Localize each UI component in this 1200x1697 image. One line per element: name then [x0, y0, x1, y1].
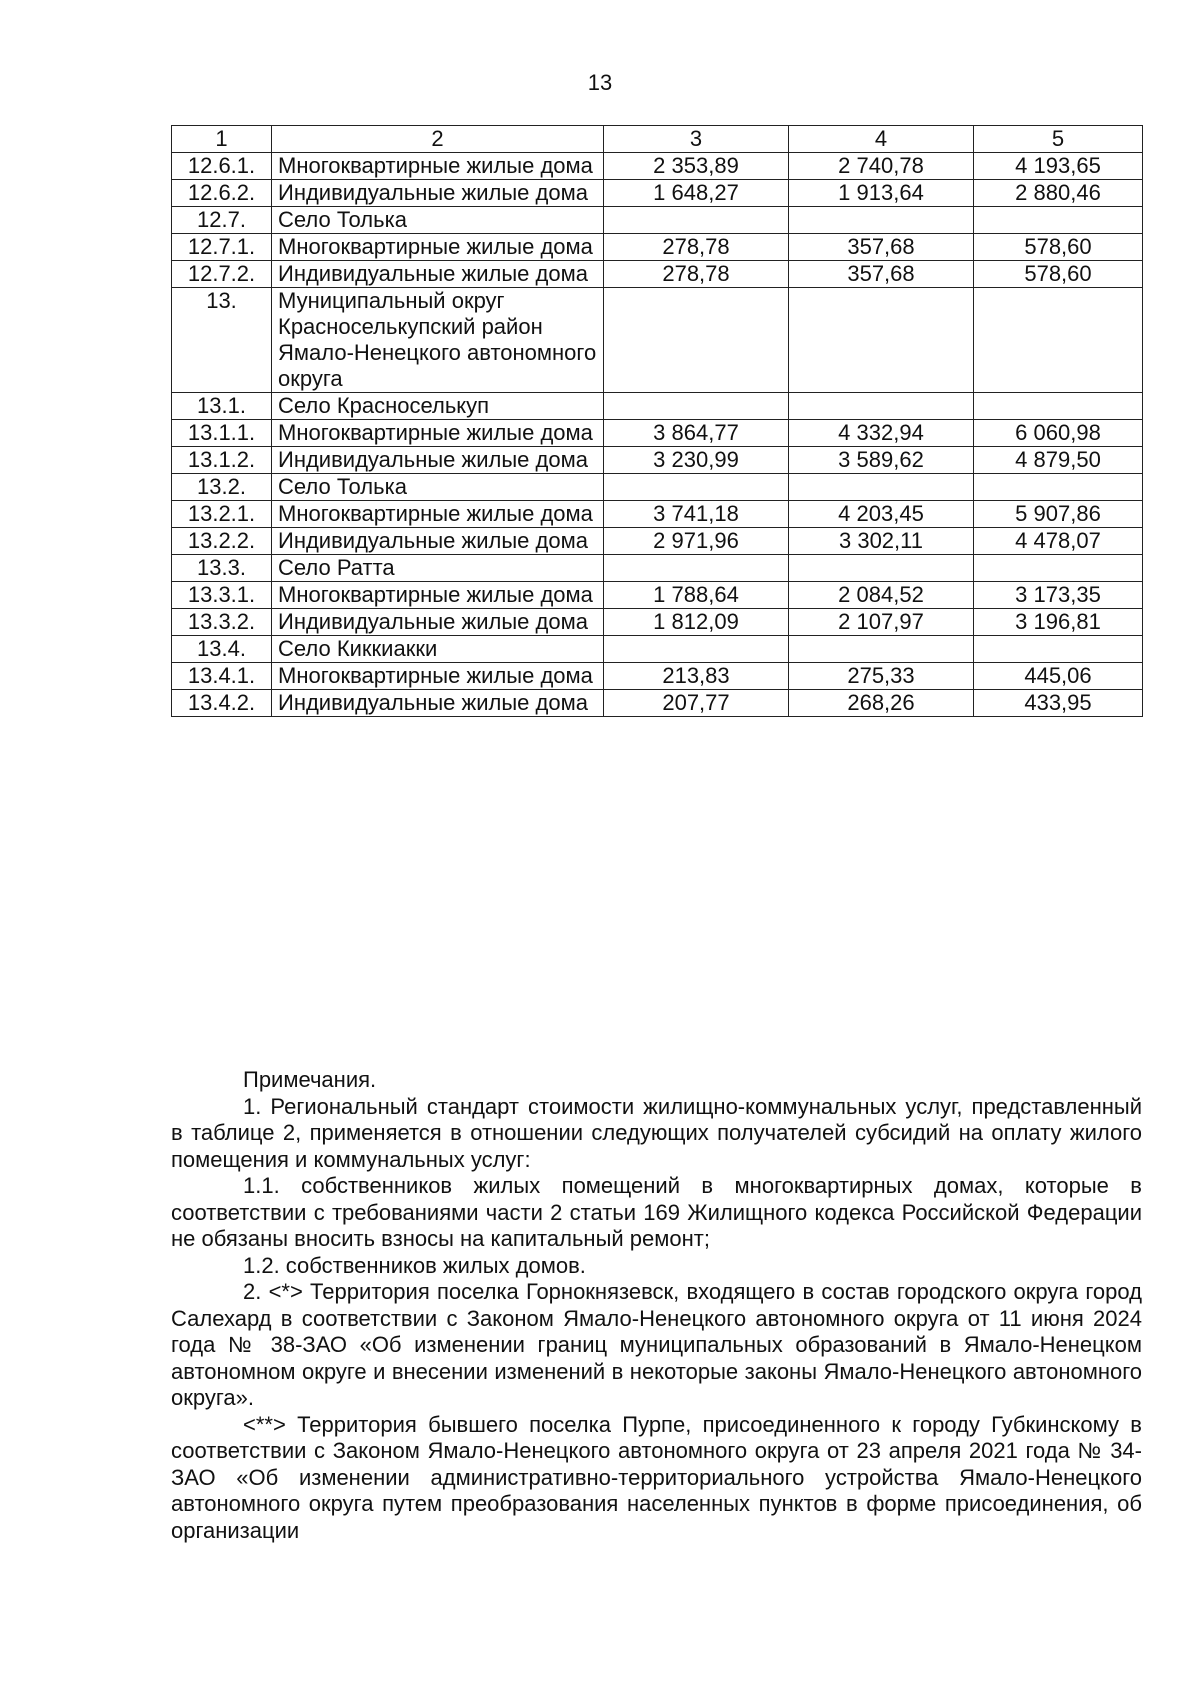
column-header: 1 — [172, 126, 272, 153]
note-paragraph: 2. <*> Территория поселка Горнокнязевск, входящего в состав городского округа город Салехард в соответствии с Законом Ямало-Ненецкого автономного округа от 11 июня 2024 года № 38-ЗАО «Об изменении границ муниципальных образований в Ямало-Ненецком автономном округе и внесении изменений в некоторые законы Ямало-Ненецкого автономного округа». — [171, 1279, 1142, 1410]
row-name: Село Толька — [272, 474, 604, 501]
table-row — [172, 153, 1143, 180]
table-row — [172, 261, 1143, 288]
table-row — [172, 420, 1143, 447]
value-cell: 4 879,50 — [974, 447, 1143, 474]
value-cell — [974, 474, 1143, 501]
row-number: 13.1.1. — [172, 420, 272, 447]
value-cell — [789, 207, 974, 234]
table-row — [172, 636, 1143, 663]
value-cell: 578,60 — [974, 234, 1143, 261]
note-paragraph: 1. Региональный стандарт стоимости жилищно-коммунальных услуг, представленный в таблице 2, применяется в отношении следующих получателей субсидий на оплату жилого помещения и коммунальных услуг: — [171, 1093, 1142, 1172]
table-row — [172, 501, 1143, 528]
value-cell: 5 907,86 — [974, 501, 1143, 528]
value-cell: 268,26 — [789, 690, 974, 717]
value-cell: 2 353,89 — [604, 153, 789, 180]
row-number: 12.7.2. — [172, 261, 272, 288]
note-paragraph: 1.2. собственников жилых домов. — [243, 1252, 586, 1278]
value-cell: 3 864,77 — [604, 420, 789, 447]
value-cell — [974, 636, 1143, 663]
value-cell: 2 740,78 — [789, 153, 974, 180]
row-number: 13.2.2. — [172, 528, 272, 555]
table-row — [172, 234, 1143, 261]
row-name: Село Красноселькуп — [272, 393, 604, 420]
row-name: Многоквартирные жилые дома — [272, 582, 604, 609]
value-cell: 207,77 — [604, 690, 789, 717]
value-cell: 357,68 — [789, 261, 974, 288]
column-header: 4 — [789, 126, 974, 153]
value-cell: 2 107,97 — [789, 609, 974, 636]
table-row — [172, 582, 1143, 609]
table-row — [172, 555, 1143, 582]
value-cell — [789, 636, 974, 663]
value-cell — [789, 555, 974, 582]
column-header: 2 — [272, 126, 604, 153]
row-number: 13.4.1. — [172, 663, 272, 690]
table-row — [172, 663, 1143, 690]
value-cell: 4 193,65 — [974, 153, 1143, 180]
value-cell: 3 230,99 — [604, 447, 789, 474]
value-cell: 1 648,27 — [604, 180, 789, 207]
row-number: 13.2. — [172, 474, 272, 501]
row-name: Многоквартирные жилые дома — [272, 234, 604, 261]
value-cell: 3 196,81 — [974, 609, 1143, 636]
row-name: Село Киккиакки — [272, 636, 604, 663]
value-cell — [604, 393, 789, 420]
table-row — [172, 207, 1143, 234]
page-number: 13 — [587, 70, 613, 95]
row-number: 13.3.1. — [172, 582, 272, 609]
row-name: Индивидуальные жилые дома — [272, 180, 604, 207]
note-paragraph: <**> Территория бывшего поселка Пурпе, присоединенного к городу Губкинскому в соответствии с Законом Ямало-Ненецкого автономного округа от 23 апреля 2021 года № 34-ЗАО «Об изменении административно-территориального устройства Ямало-Ненецкого автономного округа путем преобразования населенных пунктов в форме присоединения, об организации — [171, 1411, 1142, 1543]
row-number: 13.4. — [172, 636, 272, 663]
value-cell: 213,83 — [604, 663, 789, 690]
value-cell — [789, 288, 974, 393]
value-cell: 1 788,64 — [604, 582, 789, 609]
value-cell: 278,78 — [604, 234, 789, 261]
value-cell: 2 880,46 — [974, 180, 1143, 207]
row-number: 13.1.2. — [172, 447, 272, 474]
row-number: 12.6.2. — [172, 180, 272, 207]
row-number: 13.3. — [172, 555, 272, 582]
row-number: 13.2.1. — [172, 501, 272, 528]
notes-section — [171, 1067, 1142, 1544]
row-number: 12.6.1. — [172, 153, 272, 180]
value-cell: 2 971,96 — [604, 528, 789, 555]
value-cell: 6 060,98 — [974, 420, 1143, 447]
table-row — [172, 393, 1143, 420]
row-number: 13.3.2. — [172, 609, 272, 636]
value-cell: 4 203,45 — [789, 501, 974, 528]
table-row — [172, 180, 1143, 207]
value-cell — [974, 555, 1143, 582]
column-header: 5 — [974, 126, 1143, 153]
row-name: Муниципальный округ Красноселькупский район Ямало-Ненецкого автономного округа — [272, 288, 604, 393]
row-name: Индивидуальные жилые дома — [272, 609, 604, 636]
table-body — [172, 153, 1143, 717]
table-row — [172, 690, 1143, 717]
row-name: Индивидуальные жилые дома — [272, 447, 604, 474]
table-row — [172, 447, 1143, 474]
row-name: Индивидуальные жилые дома — [272, 690, 604, 717]
value-cell — [604, 555, 789, 582]
value-cell — [604, 636, 789, 663]
value-cell — [604, 288, 789, 393]
row-number: 12.7. — [172, 207, 272, 234]
row-number: 13.4.2. — [172, 690, 272, 717]
row-name: Многоквартирные жилые дома — [272, 663, 604, 690]
table-header-row — [172, 126, 1143, 153]
value-cell — [974, 207, 1143, 234]
value-cell: 4 478,07 — [974, 528, 1143, 555]
notes-heading: Примечания. — [243, 1067, 377, 1092]
value-cell: 2 084,52 — [789, 582, 974, 609]
value-cell: 4 332,94 — [789, 420, 974, 447]
value-cell: 578,60 — [974, 261, 1143, 288]
value-cell — [789, 393, 974, 420]
value-cell: 3 741,18 — [604, 501, 789, 528]
value-cell — [974, 393, 1143, 420]
value-cell: 278,78 — [604, 261, 789, 288]
note-paragraph: 1.1. собственников жилых помещений в многоквартирных домах, которые в соответствии с требованиями части 2 статьи 169 Жилищного кодекса Российской Федерации не обязаны вносить взносы на капитальный ремонт; — [171, 1173, 1142, 1251]
value-cell: 1 812,09 — [604, 609, 789, 636]
table-row — [172, 528, 1143, 555]
table-row — [172, 609, 1143, 636]
value-cell: 275,33 — [789, 663, 974, 690]
column-header: 3 — [604, 126, 789, 153]
row-number: 13.1. — [172, 393, 272, 420]
table-row — [172, 288, 1143, 393]
standards-table — [171, 125, 1143, 717]
value-cell — [604, 207, 789, 234]
row-number: 12.7.1. — [172, 234, 272, 261]
row-name: Индивидуальные жилые дома — [272, 261, 604, 288]
row-name: Многоквартирные жилые дома — [272, 501, 604, 528]
value-cell — [604, 474, 789, 501]
row-name: Село Ратта — [272, 555, 604, 582]
row-name: Многоквартирные жилые дома — [272, 420, 604, 447]
value-cell — [974, 288, 1143, 393]
value-cell: 433,95 — [974, 690, 1143, 717]
value-cell: 3 173,35 — [974, 582, 1143, 609]
row-name: Многоквартирные жилые дома — [272, 153, 604, 180]
value-cell — [789, 474, 974, 501]
value-cell: 3 302,11 — [789, 528, 974, 555]
value-cell: 3 589,62 — [789, 447, 974, 474]
table-row — [172, 474, 1143, 501]
row-number: 13. — [172, 288, 272, 393]
row-name: Индивидуальные жилые дома — [272, 528, 604, 555]
row-name: Село Толька — [272, 207, 604, 234]
value-cell: 1 913,64 — [789, 180, 974, 207]
value-cell: 445,06 — [974, 663, 1143, 690]
value-cell: 357,68 — [789, 234, 974, 261]
